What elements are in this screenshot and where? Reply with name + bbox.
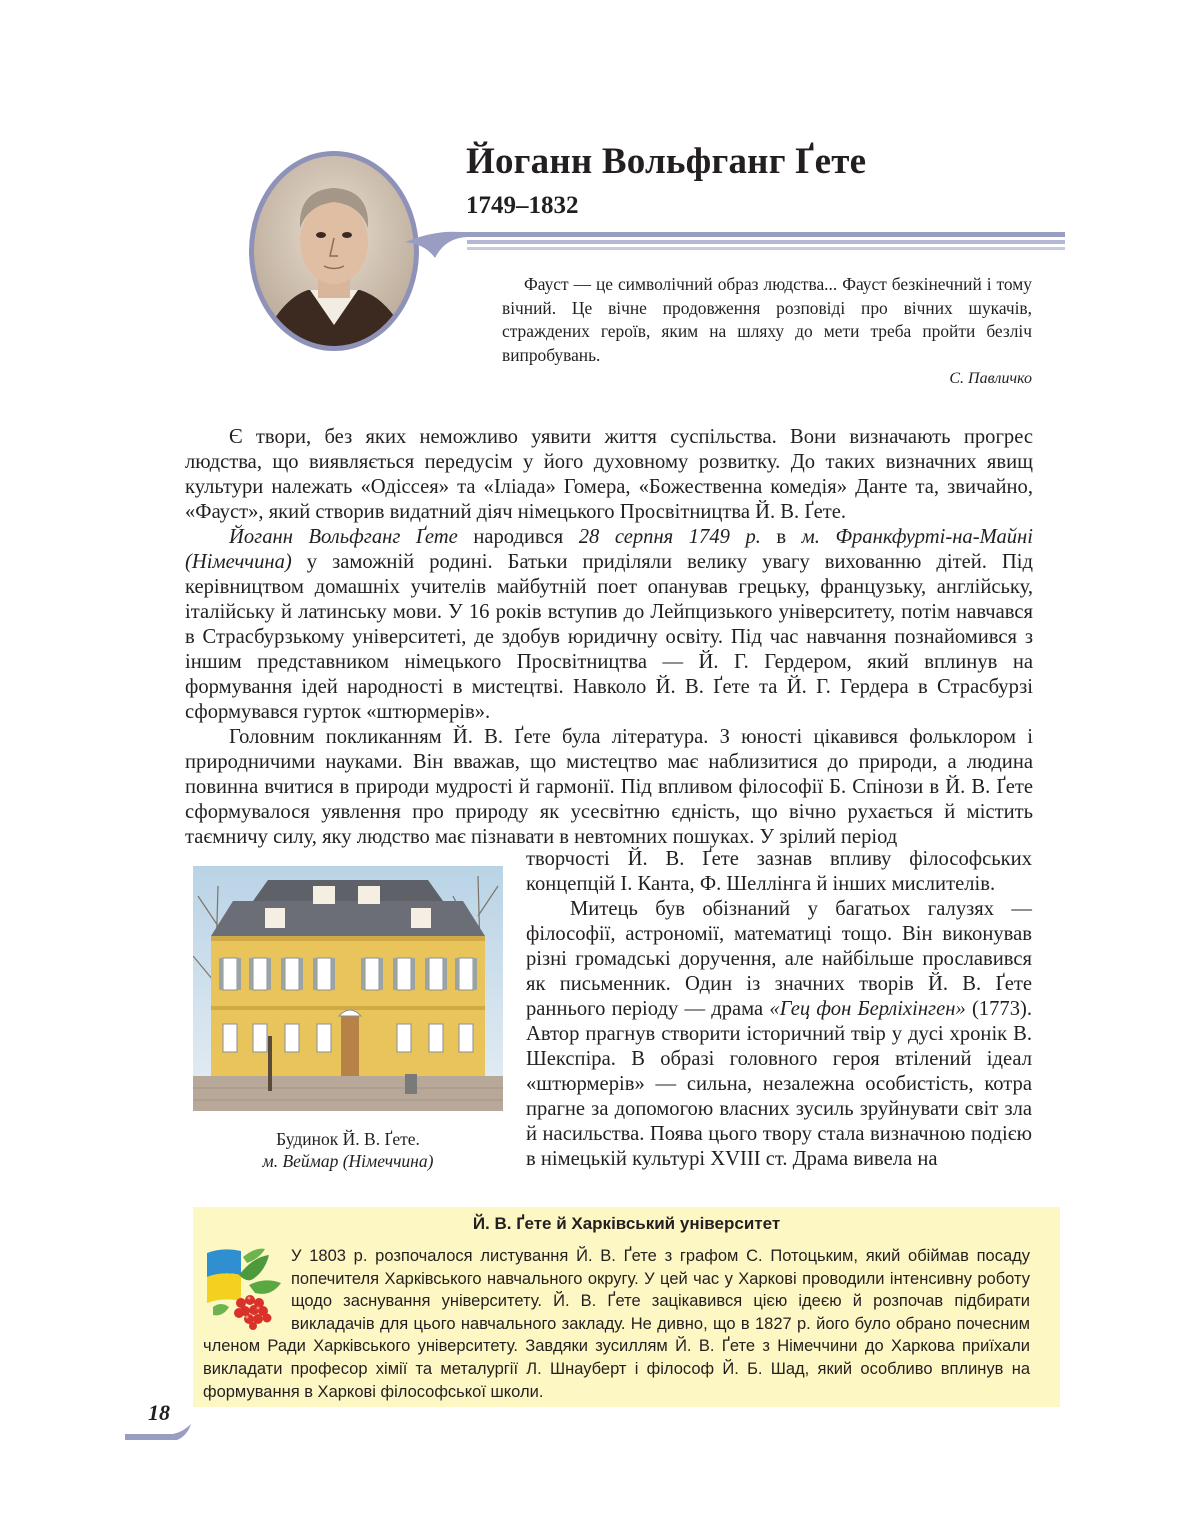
paragraph-vocation-continued: творчості Й. В. Ґете зазнав впливу філософських концепцій І. Канта, Ф. Шеллінга й інших мислителів. <box>526 848 1032 895</box>
page-title: Йоганн Вольфганг Ґете <box>466 141 867 182</box>
page-number: 18 <box>148 1400 170 1425</box>
life-years: 1749–1832 <box>466 192 579 219</box>
house-caption-line2: м. Веймар (Німеччина) <box>262 1151 434 1171</box>
goethe-house-photo <box>193 866 503 1111</box>
house-caption-line1: Будинок Й. В. Ґете. <box>276 1129 420 1149</box>
paragraph-biography: Йоганн Вольфганг Ґете народився 28 серпня 1749 р. в м. Франкфурті-на-Майні (Німеччина) у заможній родині. Батьки приділяли велику увагу вихованню дітей. Під керівництвом домашніх учителів майбутній поет опанував грецьку, французьку, англійську, італійську й латинську мови. У 16 років вступив до Лейпцизького університету, потім навчався в Страсбурзькому університеті, де здобув юридичну освіту. Під час навчання познайомився з іншим представником німецького Просвітництва — Й. Г. Гердером, який вплинув на формування ідей народності в мистецтві. Навколо Й. В. Ґете та Й. Г. Гердера в Страсбурзі сформувався гурток «штюрмерів». <box>185 526 1033 723</box>
ukraine-flag-viburnum-emblem-icon <box>203 1245 283 1331</box>
main-text-right-column <box>526 847 1032 1172</box>
main-text-top <box>185 425 1033 850</box>
info-box-text: У 1803 р. розпочалося листування Й. В. Ґете з графом С. Потоцьким, який обіймав посаду попечителя Харківського навчального округу. У цей час у Харкові проводили інтенсивну роботу щодо заснування університету. Й. В. Ґете зацікавився цією ідеєю й розпочав підбирати викладачів для цього навчального закладу. Не дивно, що в 1827 р. його було обрано почесним членом Ради Харківського університету. Завдяки зусиллям Й. В. Ґете з Німеччини до Харкова приїхали викладати професор хімії та металургії Л. Шнауберт і філософ Й. Б. Шад, який особливо вплинув на формування в Харкові філософської школи. <box>203 1247 1030 1401</box>
paragraph-vocation: Головним покликанням Й. В. Ґете була література. З юності цікавився фольклором і природничими науками. Він вважав, що мистецтво має наблизитися до природи, а людина повинна вчитися в природи мудрості й гармонії. Під впливом філософії Б. Спінози в Й. В. Ґете сформувалося уявлення про природу як усесвітню єдність, що вічно рухається й містить таємничу силу, яку людство має пізнавати в невтомних пошуках. У зрілий період <box>185 726 1033 848</box>
goethe-portrait <box>248 150 420 352</box>
header-decorative-rule <box>405 222 1065 262</box>
info-box-title: Й. В. Ґете й Харківський університет <box>472 1214 781 1233</box>
paragraph-intro: Є твори, без яких неможливо уявити життя суспільства. Вони визначають прогрес людства, що виявляється передусім у його духовному розвитку. До таких визначних явищ культури належать «Одіссея» та «Іліада» Гомера, «Божественна комедія» Данте та, звичайно, «Фауст», який створив видатний діяч німецького Просвітництва Й. В. Ґете. <box>185 426 1033 523</box>
house-caption <box>193 1128 503 1172</box>
date-emphasis: 28 серпня 1749 р. <box>578 526 761 548</box>
name-emphasis: Йоганн Вольфганг Ґете <box>229 526 458 548</box>
footer-decorative-rule <box>125 1422 195 1444</box>
place-emphasis: м. Франкфурті-на-Майні (Німеччина) <box>185 526 1033 573</box>
work-title-emphasis: «Гец фон Берліхінген» <box>769 998 966 1020</box>
epigraph-text: Фауст — це символічний образ людства... Фауст безкінечний і тому вічний. Це вічне продовження розповіді про вічних шукачів, страждених героїв, яким на шляху до мети треба пройти безліч випробувань. <box>502 274 1032 365</box>
epigraph-author: С. Павличко <box>949 370 1032 387</box>
info-box-text-block <box>203 1245 1030 1403</box>
paragraph-works: Митець був обізнаний у багатьох галузях — філософії, астрономії, математиці тощо. Він виконував різні громадські доручення, але найбільше прославився як письменник. Один із значних творів Й. В. Ґете раннього періоду — драма «Гец фон Берліхінген» (1773). Автор прагнув створити історичний твір у дусі хронік В. Шекспіра. В образі головного героя втілений ідеал «штюрмерів» — сильна, незалежна особистість, котра прагне за допомогою власних зусиль зруйнувати світ зла й насильства. Поява цього твору стала визначною подією в німецькій культурі XVIII ст. Драма вивела на <box>526 898 1032 1170</box>
